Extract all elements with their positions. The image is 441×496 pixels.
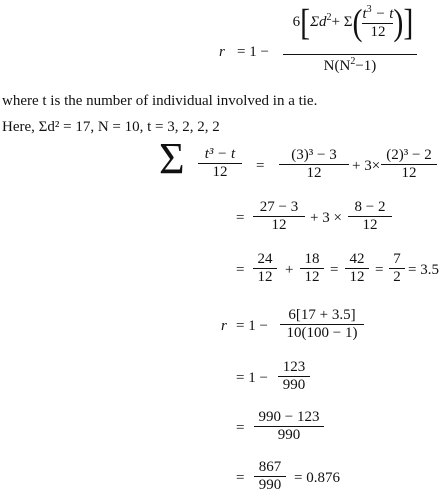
s2-plus: + 3 × bbox=[310, 210, 342, 226]
s4-den: 10(100 − 1) bbox=[286, 325, 358, 341]
s7-frac bbox=[254, 459, 286, 494]
s3-eq3: = bbox=[375, 262, 384, 278]
s1-b-den: 12 bbox=[401, 165, 417, 181]
s2-a-den: 12 bbox=[271, 217, 287, 233]
s2-eq: = bbox=[236, 210, 245, 226]
formula-numerator bbox=[283, 1, 423, 43]
formula-main-bar bbox=[283, 54, 417, 55]
s3-d-den: 2 bbox=[393, 269, 401, 285]
s1-a-frac bbox=[279, 147, 349, 182]
s3-d-num: 7 bbox=[393, 251, 401, 267]
s7-den: 990 bbox=[258, 477, 282, 493]
s7-eq: = bbox=[236, 470, 245, 486]
s3-eq2: = bbox=[330, 262, 339, 278]
s3-c-num: 42 bbox=[349, 251, 365, 267]
s3-a-num: 24 bbox=[257, 251, 273, 267]
s5-den: 990 bbox=[282, 377, 306, 393]
bracket-open: [ bbox=[300, 1, 311, 43]
s2-a-frac bbox=[253, 199, 305, 234]
s6-den: 990 bbox=[277, 427, 301, 443]
s1-lhs-frac bbox=[198, 146, 242, 181]
s3-result: = 3.5 bbox=[408, 262, 439, 278]
formula-eq: = 1 − bbox=[237, 44, 269, 60]
formula-denominator bbox=[283, 58, 417, 75]
bracket-close: ] bbox=[403, 1, 414, 43]
s3-b-num: 18 bbox=[304, 251, 320, 267]
paren-close: ) bbox=[393, 1, 404, 43]
den-n: N(N bbox=[323, 58, 351, 74]
s2-b-frac bbox=[348, 199, 392, 234]
s6-num: 990 − 123 bbox=[258, 409, 320, 425]
inner-cube: 3 bbox=[366, 4, 372, 15]
s2-b-den: 12 bbox=[362, 217, 378, 233]
s1-a-num: (3)³ − 3 bbox=[291, 147, 337, 163]
s5-frac bbox=[278, 359, 310, 394]
big-sigma: Σ bbox=[159, 134, 185, 183]
plus-sigma: + Σ bbox=[331, 14, 353, 30]
s5-num: 123 bbox=[282, 359, 306, 375]
s3-eq: = bbox=[236, 262, 245, 278]
s3-a-den: 12 bbox=[257, 269, 273, 285]
s3-plus: + bbox=[285, 262, 294, 278]
s5-eq: = 1 − bbox=[236, 370, 268, 386]
den-sq: 2 bbox=[350, 56, 356, 67]
text-line-2: Here, Σd² = 17, N = 10, t = 3, 2, 2, 2 bbox=[2, 119, 220, 135]
s1-b-num: (2)³ − 2 bbox=[386, 147, 432, 163]
s3-b-frac bbox=[300, 251, 324, 286]
s1-eq: = bbox=[256, 158, 265, 174]
s1-lhs-den: 12 bbox=[212, 164, 228, 180]
text-line-1: where t is the number of individual involved in a tie. bbox=[2, 93, 318, 109]
s4-frac bbox=[280, 307, 364, 342]
inner-minus-t: − t bbox=[371, 6, 394, 22]
s3-c-den: 12 bbox=[349, 269, 365, 285]
s7-num: 867 bbox=[258, 459, 282, 475]
s1-plus: + 3× bbox=[352, 158, 381, 174]
paren-open: ( bbox=[352, 1, 363, 43]
inner-twelve: 12 bbox=[370, 24, 386, 40]
formula-r: r bbox=[219, 44, 225, 60]
inner-t: t bbox=[362, 6, 367, 22]
s4-eq: = 1 − bbox=[236, 318, 268, 334]
s3-a-frac bbox=[253, 251, 277, 286]
sq-sup: 2 bbox=[326, 12, 332, 23]
s2-a-num: 27 − 3 bbox=[259, 199, 299, 215]
den-tail: −1) bbox=[355, 58, 377, 74]
s3-d-frac bbox=[389, 251, 405, 286]
s1-a-den: 12 bbox=[306, 165, 322, 181]
s1-lhs-num: t³ − t bbox=[204, 146, 236, 162]
s4-r: r bbox=[221, 318, 227, 334]
s7-result: = 0.876 bbox=[294, 470, 340, 486]
inner-fraction bbox=[362, 6, 393, 41]
sum-d2: Σd bbox=[310, 14, 327, 30]
s3-b-den: 12 bbox=[304, 269, 320, 285]
s3-c-frac bbox=[345, 251, 369, 286]
s6-frac bbox=[254, 409, 324, 444]
s1-b-frac bbox=[381, 147, 437, 182]
formula-six: 6 bbox=[292, 14, 301, 30]
s4-num: 6[17 + 3.5] bbox=[288, 307, 356, 323]
s6-eq: = bbox=[236, 420, 245, 436]
s2-b-num: 8 − 2 bbox=[354, 199, 386, 215]
